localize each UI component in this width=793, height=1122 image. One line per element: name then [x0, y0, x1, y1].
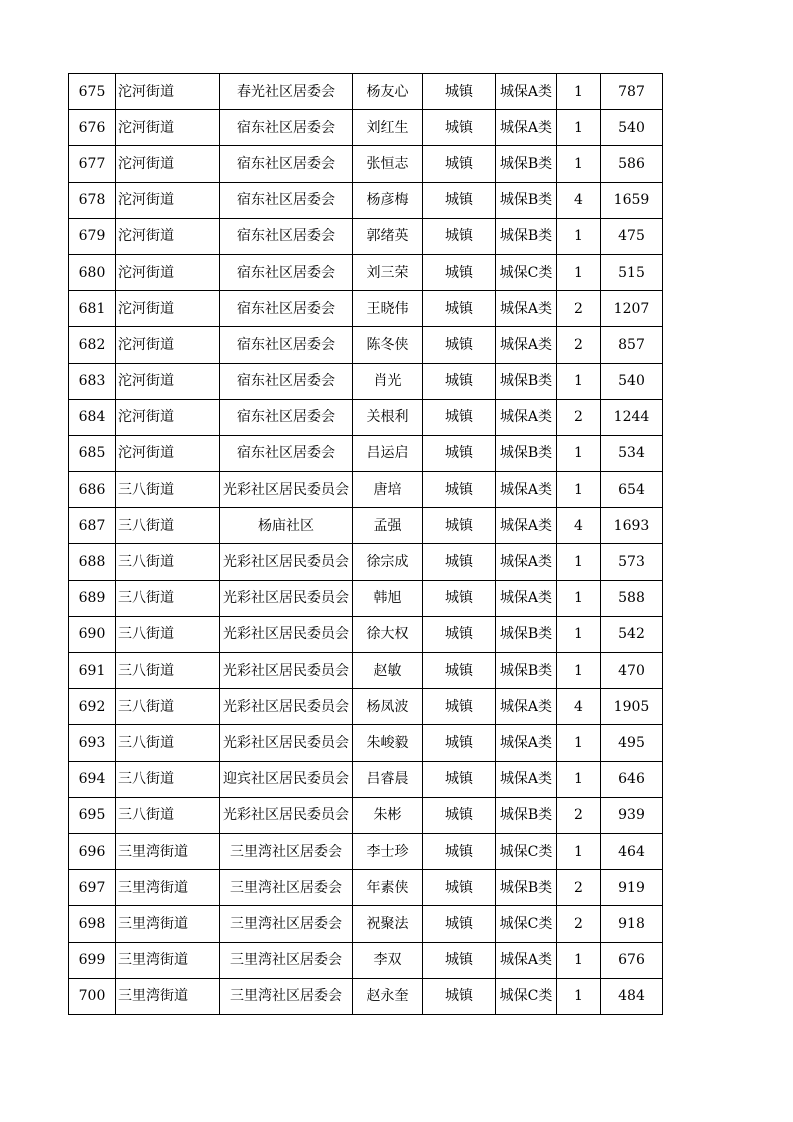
row-number-cell: 677	[69, 146, 116, 182]
category-cell: 城保A类	[496, 399, 557, 435]
household-size-cell: 1	[557, 435, 601, 471]
name-cell: 杨凤波	[353, 689, 423, 725]
household-size-cell: 2	[557, 327, 601, 363]
category-cell: 城保B类	[496, 653, 557, 689]
area-type-cell: 城镇	[423, 870, 496, 906]
amount-cell: 939	[601, 797, 663, 833]
row-number-cell: 699	[69, 942, 116, 978]
household-size-cell: 4	[557, 508, 601, 544]
category-cell: 城保A类	[496, 689, 557, 725]
category-cell: 城保C类	[496, 254, 557, 290]
household-size-cell: 1	[557, 761, 601, 797]
amount-cell: 919	[601, 870, 663, 906]
category-cell: 城保B类	[496, 182, 557, 218]
name-cell: 杨友心	[353, 74, 423, 110]
amount-cell: 1693	[601, 508, 663, 544]
category-cell: 城保B类	[496, 616, 557, 652]
name-cell: 赵永奎	[353, 978, 423, 1014]
row-number-cell: 685	[69, 435, 116, 471]
name-cell: 韩旭	[353, 580, 423, 616]
amount-cell: 515	[601, 254, 663, 290]
row-number-cell: 688	[69, 544, 116, 580]
street-cell: 沱河街道	[116, 399, 220, 435]
street-cell: 三八街道	[116, 616, 220, 652]
community-cell: 宿东社区居委会	[220, 327, 353, 363]
area-type-cell: 城镇	[423, 508, 496, 544]
street-cell: 沱河街道	[116, 254, 220, 290]
area-type-cell: 城镇	[423, 906, 496, 942]
row-number-cell: 697	[69, 870, 116, 906]
category-cell: 城保B类	[496, 363, 557, 399]
household-size-cell: 1	[557, 363, 601, 399]
street-cell: 沱河街道	[116, 291, 220, 327]
category-cell: 城保A类	[496, 472, 557, 508]
category-cell: 城保A类	[496, 942, 557, 978]
area-type-cell: 城镇	[423, 218, 496, 254]
household-size-cell: 1	[557, 472, 601, 508]
name-cell: 李士珍	[353, 833, 423, 869]
name-cell: 唐培	[353, 472, 423, 508]
community-cell: 三里湾社区居委会	[220, 942, 353, 978]
household-size-cell: 2	[557, 906, 601, 942]
row-number-cell: 675	[69, 74, 116, 110]
street-cell: 三八街道	[116, 725, 220, 761]
row-number-cell: 690	[69, 616, 116, 652]
street-cell: 三里湾街道	[116, 978, 220, 1014]
table-row	[69, 653, 663, 689]
table-row	[69, 616, 663, 652]
household-size-cell: 2	[557, 870, 601, 906]
category-cell: 城保A类	[496, 580, 557, 616]
category-cell: 城保B类	[496, 146, 557, 182]
area-type-cell: 城镇	[423, 942, 496, 978]
row-number-cell: 684	[69, 399, 116, 435]
street-cell: 三里湾街道	[116, 942, 220, 978]
community-cell: 杨庙社区	[220, 508, 353, 544]
amount-cell: 470	[601, 653, 663, 689]
household-size-cell: 1	[557, 544, 601, 580]
street-cell: 沱河街道	[116, 146, 220, 182]
table-row	[69, 291, 663, 327]
category-cell: 城保A类	[496, 544, 557, 580]
name-cell: 郭绪英	[353, 218, 423, 254]
table-row	[69, 254, 663, 290]
area-type-cell: 城镇	[423, 580, 496, 616]
amount-cell: 475	[601, 218, 663, 254]
name-cell: 祝聚法	[353, 906, 423, 942]
household-size-cell: 1	[557, 942, 601, 978]
area-type-cell: 城镇	[423, 254, 496, 290]
household-size-cell: 1	[557, 978, 601, 1014]
community-cell: 宿东社区居委会	[220, 363, 353, 399]
street-cell: 三里湾街道	[116, 870, 220, 906]
row-number-cell: 681	[69, 291, 116, 327]
street-cell: 三八街道	[116, 689, 220, 725]
amount-cell: 495	[601, 725, 663, 761]
community-cell: 光彩社区居民委员会	[220, 725, 353, 761]
area-type-cell: 城镇	[423, 435, 496, 471]
name-cell: 张恒志	[353, 146, 423, 182]
row-number-cell: 689	[69, 580, 116, 616]
category-cell: 城保C类	[496, 833, 557, 869]
community-cell: 宿东社区居委会	[220, 254, 353, 290]
row-number-cell: 682	[69, 327, 116, 363]
row-number-cell: 687	[69, 508, 116, 544]
table-row	[69, 797, 663, 833]
street-cell: 三八街道	[116, 544, 220, 580]
street-cell: 三八街道	[116, 508, 220, 544]
table-body	[69, 74, 663, 1015]
amount-cell: 542	[601, 616, 663, 652]
amount-cell: 588	[601, 580, 663, 616]
community-cell: 三里湾社区居委会	[220, 833, 353, 869]
category-cell: 城保A类	[496, 291, 557, 327]
amount-cell: 646	[601, 761, 663, 797]
community-cell: 宿东社区居委会	[220, 146, 353, 182]
amount-cell: 857	[601, 327, 663, 363]
household-size-cell: 2	[557, 399, 601, 435]
table-row	[69, 399, 663, 435]
row-number-cell: 696	[69, 833, 116, 869]
household-size-cell: 1	[557, 616, 601, 652]
amount-cell: 540	[601, 110, 663, 146]
table-row	[69, 435, 663, 471]
household-size-cell: 1	[557, 580, 601, 616]
name-cell: 王晓伟	[353, 291, 423, 327]
street-cell: 沱河街道	[116, 110, 220, 146]
table-row	[69, 327, 663, 363]
beneficiary-table	[68, 73, 663, 1015]
name-cell: 徐宗成	[353, 544, 423, 580]
area-type-cell: 城镇	[423, 833, 496, 869]
table-row	[69, 761, 663, 797]
household-size-cell: 1	[557, 110, 601, 146]
area-type-cell: 城镇	[423, 327, 496, 363]
community-cell: 光彩社区居民委员会	[220, 797, 353, 833]
area-type-cell: 城镇	[423, 110, 496, 146]
area-type-cell: 城镇	[423, 653, 496, 689]
amount-cell: 464	[601, 833, 663, 869]
area-type-cell: 城镇	[423, 146, 496, 182]
table-row	[69, 942, 663, 978]
household-size-cell: 2	[557, 797, 601, 833]
area-type-cell: 城镇	[423, 797, 496, 833]
area-type-cell: 城镇	[423, 761, 496, 797]
category-cell: 城保A类	[496, 725, 557, 761]
street-cell: 沱河街道	[116, 327, 220, 363]
household-size-cell: 2	[557, 291, 601, 327]
community-cell: 宿东社区居委会	[220, 399, 353, 435]
row-number-cell: 680	[69, 254, 116, 290]
table-row	[69, 182, 663, 218]
street-cell: 沱河街道	[116, 363, 220, 399]
amount-cell: 540	[601, 363, 663, 399]
table-row	[69, 906, 663, 942]
household-size-cell: 1	[557, 218, 601, 254]
table-row	[69, 870, 663, 906]
street-cell: 三八街道	[116, 472, 220, 508]
category-cell: 城保A类	[496, 508, 557, 544]
category-cell: 城保B类	[496, 435, 557, 471]
name-cell: 吕睿晨	[353, 761, 423, 797]
name-cell: 刘三荣	[353, 254, 423, 290]
area-type-cell: 城镇	[423, 74, 496, 110]
amount-cell: 787	[601, 74, 663, 110]
community-cell: 春光社区居委会	[220, 74, 353, 110]
amount-cell: 1244	[601, 399, 663, 435]
household-size-cell: 1	[557, 833, 601, 869]
row-number-cell: 700	[69, 978, 116, 1014]
community-cell: 三里湾社区居委会	[220, 870, 353, 906]
community-cell: 宿东社区居委会	[220, 110, 353, 146]
community-cell: 迎宾社区居民委员会	[220, 761, 353, 797]
amount-cell: 676	[601, 942, 663, 978]
area-type-cell: 城镇	[423, 182, 496, 218]
row-number-cell: 694	[69, 761, 116, 797]
amount-cell: 1207	[601, 291, 663, 327]
area-type-cell: 城镇	[423, 689, 496, 725]
community-cell: 光彩社区居民委员会	[220, 580, 353, 616]
table-row	[69, 833, 663, 869]
table-row	[69, 978, 663, 1014]
amount-cell: 573	[601, 544, 663, 580]
household-size-cell: 4	[557, 689, 601, 725]
row-number-cell: 686	[69, 472, 116, 508]
household-size-cell: 4	[557, 182, 601, 218]
table-row	[69, 689, 663, 725]
table-row	[69, 544, 663, 580]
amount-cell: 484	[601, 978, 663, 1014]
street-cell: 三八街道	[116, 580, 220, 616]
amount-cell: 1659	[601, 182, 663, 218]
category-cell: 城保C类	[496, 906, 557, 942]
table-row	[69, 110, 663, 146]
table-row	[69, 725, 663, 761]
street-cell: 沱河街道	[116, 74, 220, 110]
amount-cell: 654	[601, 472, 663, 508]
category-cell: 城保A类	[496, 327, 557, 363]
row-number-cell: 693	[69, 725, 116, 761]
name-cell: 李双	[353, 942, 423, 978]
area-type-cell: 城镇	[423, 544, 496, 580]
category-cell: 城保B类	[496, 870, 557, 906]
name-cell: 孟强	[353, 508, 423, 544]
street-cell: 沱河街道	[116, 182, 220, 218]
amount-cell: 1905	[601, 689, 663, 725]
area-type-cell: 城镇	[423, 399, 496, 435]
amount-cell: 918	[601, 906, 663, 942]
street-cell: 三八街道	[116, 653, 220, 689]
name-cell: 吕运启	[353, 435, 423, 471]
name-cell: 关根利	[353, 399, 423, 435]
household-size-cell: 1	[557, 74, 601, 110]
row-number-cell: 695	[69, 797, 116, 833]
street-cell: 三八街道	[116, 761, 220, 797]
table-row	[69, 146, 663, 182]
community-cell: 光彩社区居民委员会	[220, 544, 353, 580]
table-row	[69, 363, 663, 399]
area-type-cell: 城镇	[423, 291, 496, 327]
community-cell: 宿东社区居委会	[220, 435, 353, 471]
name-cell: 朱彬	[353, 797, 423, 833]
table-row	[69, 74, 663, 110]
name-cell: 陈冬侠	[353, 327, 423, 363]
community-cell: 三里湾社区居委会	[220, 906, 353, 942]
area-type-cell: 城镇	[423, 725, 496, 761]
category-cell: 城保A类	[496, 74, 557, 110]
row-number-cell: 698	[69, 906, 116, 942]
name-cell: 杨彦梅	[353, 182, 423, 218]
name-cell: 年素侠	[353, 870, 423, 906]
name-cell: 肖光	[353, 363, 423, 399]
community-cell: 光彩社区居民委员会	[220, 472, 353, 508]
community-cell: 宿东社区居委会	[220, 218, 353, 254]
category-cell: 城保C类	[496, 978, 557, 1014]
category-cell: 城保B类	[496, 218, 557, 254]
community-cell: 宿东社区居委会	[220, 182, 353, 218]
table-row	[69, 508, 663, 544]
street-cell: 三里湾街道	[116, 906, 220, 942]
row-number-cell: 683	[69, 363, 116, 399]
area-type-cell: 城镇	[423, 616, 496, 652]
area-type-cell: 城镇	[423, 363, 496, 399]
community-cell: 光彩社区居民委员会	[220, 653, 353, 689]
name-cell: 刘红生	[353, 110, 423, 146]
street-cell: 三八街道	[116, 797, 220, 833]
household-size-cell: 1	[557, 725, 601, 761]
area-type-cell: 城镇	[423, 978, 496, 1014]
category-cell: 城保A类	[496, 761, 557, 797]
household-size-cell: 1	[557, 653, 601, 689]
area-type-cell: 城镇	[423, 472, 496, 508]
table-row	[69, 580, 663, 616]
table-row	[69, 472, 663, 508]
row-number-cell: 679	[69, 218, 116, 254]
household-size-cell: 1	[557, 146, 601, 182]
row-number-cell: 692	[69, 689, 116, 725]
name-cell: 赵敏	[353, 653, 423, 689]
street-cell: 沱河街道	[116, 435, 220, 471]
row-number-cell: 678	[69, 182, 116, 218]
street-cell: 三里湾街道	[116, 833, 220, 869]
community-cell: 三里湾社区居委会	[220, 978, 353, 1014]
row-number-cell: 691	[69, 653, 116, 689]
table-row	[69, 218, 663, 254]
category-cell: 城保B类	[496, 797, 557, 833]
category-cell: 城保A类	[496, 110, 557, 146]
amount-cell: 534	[601, 435, 663, 471]
row-number-cell: 676	[69, 110, 116, 146]
name-cell: 徐大权	[353, 616, 423, 652]
street-cell: 沱河街道	[116, 218, 220, 254]
community-cell: 光彩社区居民委员会	[220, 689, 353, 725]
community-cell: 宿东社区居委会	[220, 291, 353, 327]
amount-cell: 586	[601, 146, 663, 182]
household-size-cell: 1	[557, 254, 601, 290]
name-cell: 朱峻毅	[353, 725, 423, 761]
community-cell: 光彩社区居民委员会	[220, 616, 353, 652]
